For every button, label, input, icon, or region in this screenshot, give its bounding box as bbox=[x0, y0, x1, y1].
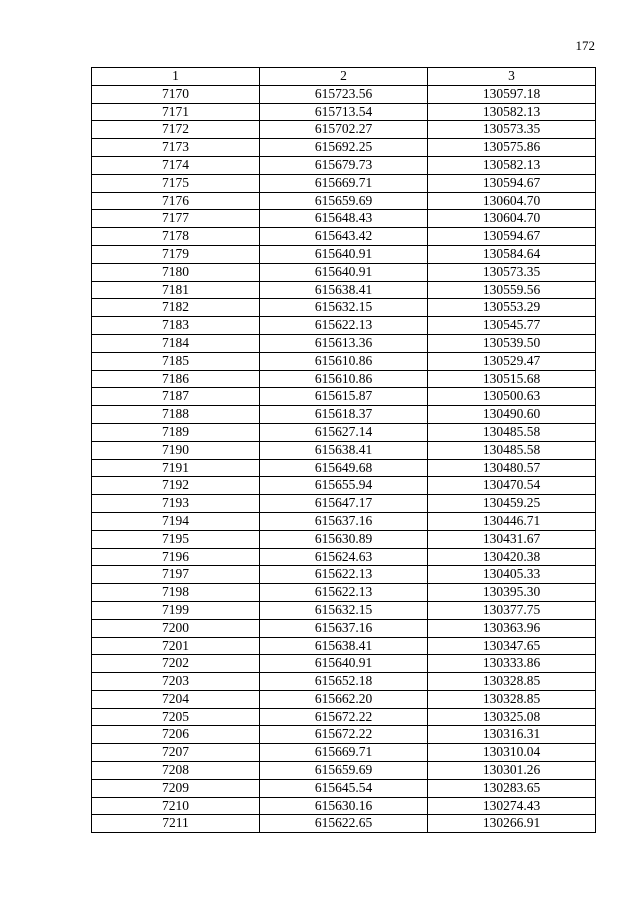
table-row bbox=[92, 530, 596, 548]
table-row bbox=[92, 815, 596, 833]
table-row bbox=[92, 406, 596, 424]
table-row bbox=[92, 370, 596, 388]
point-number-cell: 7204 bbox=[92, 690, 260, 708]
table-row bbox=[92, 121, 596, 139]
x-coordinate-cell: 615638.41 bbox=[260, 441, 428, 459]
x-coordinate-cell: 615610.86 bbox=[260, 352, 428, 370]
x-coordinate-cell: 615669.71 bbox=[260, 174, 428, 192]
table-row bbox=[92, 637, 596, 655]
point-number-cell: 7193 bbox=[92, 495, 260, 513]
point-number-cell: 7205 bbox=[92, 708, 260, 726]
point-number-cell: 7210 bbox=[92, 797, 260, 815]
table-body bbox=[92, 85, 596, 832]
table-row bbox=[92, 673, 596, 691]
y-coordinate-cell: 130431.67 bbox=[428, 530, 596, 548]
table-row bbox=[92, 174, 596, 192]
point-number-cell: 7199 bbox=[92, 601, 260, 619]
table-row bbox=[92, 744, 596, 762]
y-coordinate-cell: 130515.68 bbox=[428, 370, 596, 388]
table-row bbox=[92, 423, 596, 441]
y-coordinate-cell: 130573.35 bbox=[428, 263, 596, 281]
point-number-cell: 7181 bbox=[92, 281, 260, 299]
point-number-cell: 7173 bbox=[92, 139, 260, 157]
table-row bbox=[92, 495, 596, 513]
x-coordinate-cell: 615618.37 bbox=[260, 406, 428, 424]
x-coordinate-cell: 615610.86 bbox=[260, 370, 428, 388]
y-coordinate-cell: 130594.67 bbox=[428, 174, 596, 192]
table-row bbox=[92, 512, 596, 530]
y-coordinate-cell: 130485.58 bbox=[428, 441, 596, 459]
table-row bbox=[92, 690, 596, 708]
y-coordinate-cell: 130470.54 bbox=[428, 477, 596, 495]
y-coordinate-cell: 130301.26 bbox=[428, 762, 596, 780]
point-number-cell: 7187 bbox=[92, 388, 260, 406]
x-coordinate-cell: 615622.13 bbox=[260, 317, 428, 335]
x-coordinate-cell: 615622.13 bbox=[260, 566, 428, 584]
x-coordinate-cell: 615669.71 bbox=[260, 744, 428, 762]
column-header-2: 2 bbox=[260, 68, 428, 86]
y-coordinate-cell: 130539.50 bbox=[428, 334, 596, 352]
page-number: 172 bbox=[575, 38, 595, 53]
x-coordinate-cell: 615659.69 bbox=[260, 762, 428, 780]
point-number-cell: 7184 bbox=[92, 334, 260, 352]
table-row bbox=[92, 459, 596, 477]
point-number-cell: 7200 bbox=[92, 619, 260, 637]
x-coordinate-cell: 615627.14 bbox=[260, 423, 428, 441]
point-number-cell: 7174 bbox=[92, 156, 260, 174]
table-row bbox=[92, 139, 596, 157]
point-number-cell: 7203 bbox=[92, 673, 260, 691]
x-coordinate-cell: 615640.91 bbox=[260, 245, 428, 263]
point-number-cell: 7190 bbox=[92, 441, 260, 459]
point-number-cell: 7206 bbox=[92, 726, 260, 744]
y-coordinate-cell: 130584.64 bbox=[428, 245, 596, 263]
point-number-cell: 7208 bbox=[92, 762, 260, 780]
y-coordinate-cell: 130377.75 bbox=[428, 601, 596, 619]
point-number-cell: 7179 bbox=[92, 245, 260, 263]
table-row bbox=[92, 762, 596, 780]
table-header-row bbox=[92, 68, 596, 86]
x-coordinate-cell: 615723.56 bbox=[260, 85, 428, 103]
table-row bbox=[92, 263, 596, 281]
y-coordinate-cell: 130325.08 bbox=[428, 708, 596, 726]
y-coordinate-cell: 130485.58 bbox=[428, 423, 596, 441]
y-coordinate-cell: 130333.86 bbox=[428, 655, 596, 673]
y-coordinate-cell: 130347.65 bbox=[428, 637, 596, 655]
point-number-cell: 7195 bbox=[92, 530, 260, 548]
y-coordinate-cell: 130490.60 bbox=[428, 406, 596, 424]
x-coordinate-cell: 615622.13 bbox=[260, 584, 428, 602]
y-coordinate-cell: 130559.56 bbox=[428, 281, 596, 299]
table-row bbox=[92, 619, 596, 637]
point-number-cell: 7185 bbox=[92, 352, 260, 370]
y-coordinate-cell: 130594.67 bbox=[428, 228, 596, 246]
x-coordinate-cell: 615647.17 bbox=[260, 495, 428, 513]
y-coordinate-cell: 130310.04 bbox=[428, 744, 596, 762]
y-coordinate-cell: 130582.13 bbox=[428, 103, 596, 121]
point-number-cell: 7194 bbox=[92, 512, 260, 530]
coordinates-table bbox=[91, 67, 596, 833]
table-row bbox=[92, 281, 596, 299]
y-coordinate-cell: 130395.30 bbox=[428, 584, 596, 602]
table-row bbox=[92, 352, 596, 370]
table-row bbox=[92, 601, 596, 619]
column-header-1: 1 bbox=[92, 68, 260, 86]
point-number-cell: 7170 bbox=[92, 85, 260, 103]
x-coordinate-cell: 615652.18 bbox=[260, 673, 428, 691]
x-coordinate-cell: 615649.68 bbox=[260, 459, 428, 477]
point-number-cell: 7192 bbox=[92, 477, 260, 495]
x-coordinate-cell: 615643.42 bbox=[260, 228, 428, 246]
y-coordinate-cell: 130604.70 bbox=[428, 210, 596, 228]
x-coordinate-cell: 615615.87 bbox=[260, 388, 428, 406]
point-number-cell: 7191 bbox=[92, 459, 260, 477]
y-coordinate-cell: 130582.13 bbox=[428, 156, 596, 174]
y-coordinate-cell: 130274.43 bbox=[428, 797, 596, 815]
x-coordinate-cell: 615672.22 bbox=[260, 708, 428, 726]
x-coordinate-cell: 615645.54 bbox=[260, 779, 428, 797]
point-number-cell: 7196 bbox=[92, 548, 260, 566]
x-coordinate-cell: 615655.94 bbox=[260, 477, 428, 495]
x-coordinate-cell: 615624.63 bbox=[260, 548, 428, 566]
point-number-cell: 7188 bbox=[92, 406, 260, 424]
x-coordinate-cell: 615648.43 bbox=[260, 210, 428, 228]
x-coordinate-cell: 615638.41 bbox=[260, 281, 428, 299]
table-row bbox=[92, 708, 596, 726]
y-coordinate-cell: 130420.38 bbox=[428, 548, 596, 566]
x-coordinate-cell: 615613.36 bbox=[260, 334, 428, 352]
point-number-cell: 7172 bbox=[92, 121, 260, 139]
table-row bbox=[92, 228, 596, 246]
column-header-3: 3 bbox=[428, 68, 596, 86]
table-row bbox=[92, 192, 596, 210]
y-coordinate-cell: 130328.85 bbox=[428, 690, 596, 708]
x-coordinate-cell: 615632.15 bbox=[260, 601, 428, 619]
point-number-cell: 7198 bbox=[92, 584, 260, 602]
point-number-cell: 7211 bbox=[92, 815, 260, 833]
y-coordinate-cell: 130363.96 bbox=[428, 619, 596, 637]
table-row bbox=[92, 85, 596, 103]
y-coordinate-cell: 130500.63 bbox=[428, 388, 596, 406]
point-number-cell: 7177 bbox=[92, 210, 260, 228]
x-coordinate-cell: 615640.91 bbox=[260, 263, 428, 281]
y-coordinate-cell: 130283.65 bbox=[428, 779, 596, 797]
table-row bbox=[92, 726, 596, 744]
x-coordinate-cell: 615672.22 bbox=[260, 726, 428, 744]
table-row bbox=[92, 103, 596, 121]
table-row bbox=[92, 477, 596, 495]
x-coordinate-cell: 615632.15 bbox=[260, 299, 428, 317]
table-row bbox=[92, 441, 596, 459]
table-row bbox=[92, 797, 596, 815]
table-row bbox=[92, 245, 596, 263]
y-coordinate-cell: 130529.47 bbox=[428, 352, 596, 370]
y-coordinate-cell: 130573.35 bbox=[428, 121, 596, 139]
y-coordinate-cell: 130553.29 bbox=[428, 299, 596, 317]
table-row bbox=[92, 299, 596, 317]
y-coordinate-cell: 130604.70 bbox=[428, 192, 596, 210]
table-row bbox=[92, 388, 596, 406]
point-number-cell: 7186 bbox=[92, 370, 260, 388]
y-coordinate-cell: 130575.86 bbox=[428, 139, 596, 157]
y-coordinate-cell: 130480.57 bbox=[428, 459, 596, 477]
x-coordinate-cell: 615630.89 bbox=[260, 530, 428, 548]
table-row bbox=[92, 779, 596, 797]
point-number-cell: 7207 bbox=[92, 744, 260, 762]
x-coordinate-cell: 615679.73 bbox=[260, 156, 428, 174]
x-coordinate-cell: 615630.16 bbox=[260, 797, 428, 815]
x-coordinate-cell: 615662.20 bbox=[260, 690, 428, 708]
table-row bbox=[92, 156, 596, 174]
y-coordinate-cell: 130446.71 bbox=[428, 512, 596, 530]
point-number-cell: 7209 bbox=[92, 779, 260, 797]
point-number-cell: 7197 bbox=[92, 566, 260, 584]
x-coordinate-cell: 615640.91 bbox=[260, 655, 428, 673]
y-coordinate-cell: 130597.18 bbox=[428, 85, 596, 103]
table-row bbox=[92, 566, 596, 584]
table-row bbox=[92, 548, 596, 566]
point-number-cell: 7189 bbox=[92, 423, 260, 441]
point-number-cell: 7183 bbox=[92, 317, 260, 335]
table-row bbox=[92, 317, 596, 335]
x-coordinate-cell: 615637.16 bbox=[260, 512, 428, 530]
y-coordinate-cell: 130328.85 bbox=[428, 673, 596, 691]
point-number-cell: 7171 bbox=[92, 103, 260, 121]
point-number-cell: 7175 bbox=[92, 174, 260, 192]
x-coordinate-cell: 615713.54 bbox=[260, 103, 428, 121]
point-number-cell: 7178 bbox=[92, 228, 260, 246]
table-row bbox=[92, 655, 596, 673]
point-number-cell: 7180 bbox=[92, 263, 260, 281]
point-number-cell: 7202 bbox=[92, 655, 260, 673]
point-number-cell: 7176 bbox=[92, 192, 260, 210]
y-coordinate-cell: 130545.77 bbox=[428, 317, 596, 335]
x-coordinate-cell: 615637.16 bbox=[260, 619, 428, 637]
point-number-cell: 7182 bbox=[92, 299, 260, 317]
table-row bbox=[92, 334, 596, 352]
point-number-cell: 7201 bbox=[92, 637, 260, 655]
x-coordinate-cell: 615622.65 bbox=[260, 815, 428, 833]
x-coordinate-cell: 615702.27 bbox=[260, 121, 428, 139]
y-coordinate-cell: 130459.25 bbox=[428, 495, 596, 513]
y-coordinate-cell: 130316.31 bbox=[428, 726, 596, 744]
x-coordinate-cell: 615638.41 bbox=[260, 637, 428, 655]
table-row bbox=[92, 584, 596, 602]
x-coordinate-cell: 615659.69 bbox=[260, 192, 428, 210]
table-row bbox=[92, 210, 596, 228]
y-coordinate-cell: 130405.33 bbox=[428, 566, 596, 584]
y-coordinate-cell: 130266.91 bbox=[428, 815, 596, 833]
x-coordinate-cell: 615692.25 bbox=[260, 139, 428, 157]
